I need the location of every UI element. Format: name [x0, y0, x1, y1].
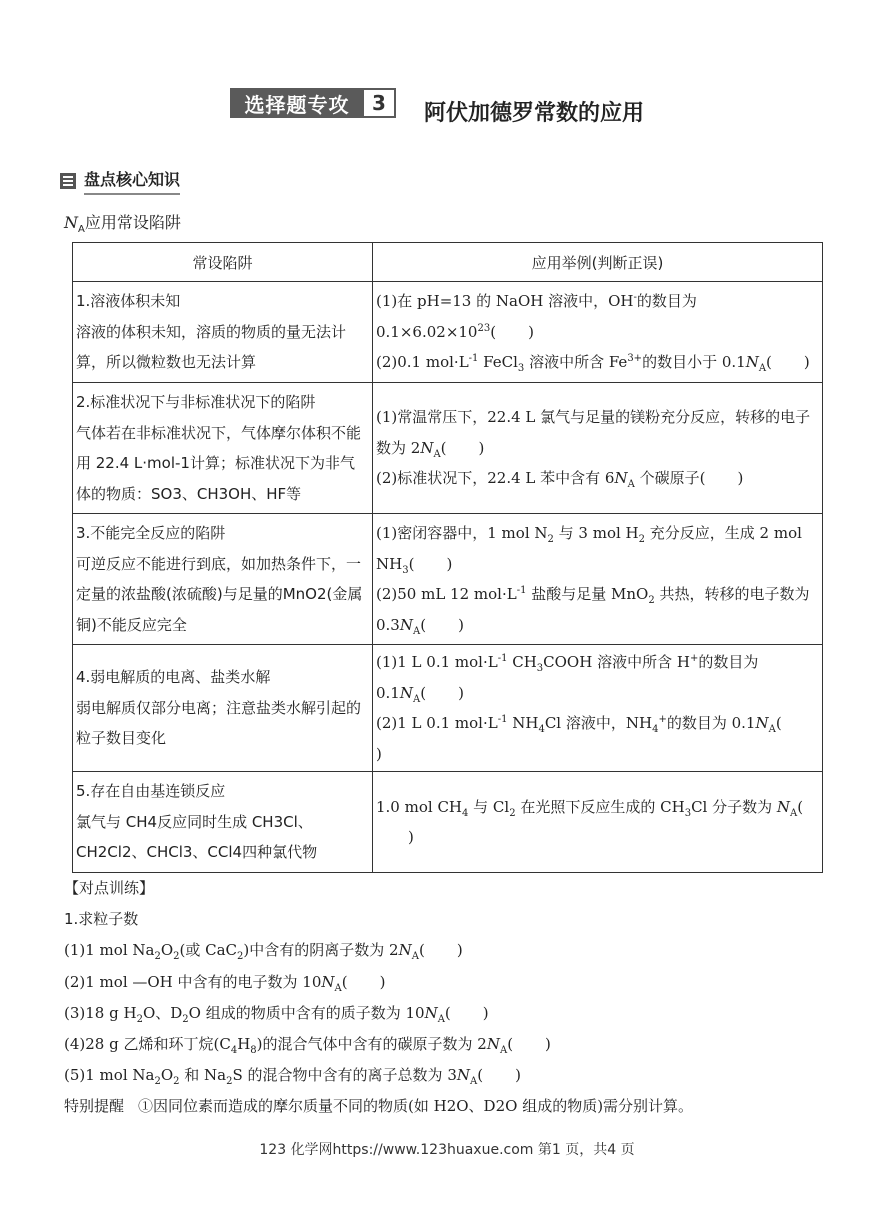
example-line: (1)在 pH=13 的 NaOH 溶液中，OH-的数目为 [376, 292, 697, 311]
special-tip [64, 1091, 693, 1122]
practice-item: (4)28 g 乙烯和环丁烷$(C_4H_8)$的混合气体中含有的碳原子数为 $2N_A$( ) [64, 1035, 551, 1057]
na-symbol: N [64, 213, 78, 232]
example-cell [373, 282, 823, 383]
trap-cell [73, 772, 373, 873]
trap-cell [73, 383, 373, 514]
trap-cell [73, 282, 373, 383]
intro-line [64, 210, 181, 236]
example-line: (2)标准状况下，22.4 L 苯中含有 $6N_A$ 个碳原子( ) [376, 469, 744, 491]
example-line: 1.0 mol $CH_4$ 与 $Cl_2$ 在光照下反应生成的 $CH_3Cl$ 分子数为 $N_A()$ [376, 797, 804, 846]
example-line: (1)常温常压下，22.4 L 氯气与足量的镁粉充分反应，转移的电子数为 $2N_A$( ) [376, 408, 811, 460]
table-header-row [73, 243, 823, 282]
practice-item: (2)1 mol —OH 中含有的电子数为 $10N_A$( ) [64, 972, 386, 994]
example-line: $0.1N_A$( ) [376, 683, 464, 705]
table-header-example: 应用举例(判断正误) [373, 243, 823, 282]
banner-number: 3 [364, 88, 396, 118]
practice-item: (5)1 mol $Na_2O_2$ 和 $Na_2S$ 的混合物中含有的离子总数为 $3N_A$( ) [64, 1066, 521, 1088]
trap-desc: 气体若在非标准状况下，气体摩尔体积不能用 22.4 L·mol-1计算；标准状况下为非气体的物质：SO3、CH3OH、HF等 [76, 423, 362, 503]
practice-item: (3)18 g $H_2O$、$D_2O$ 组成的物质中含有的质子数为 $10N_A$( ) [64, 1003, 489, 1025]
trap-desc: 可逆反应不能进行到底，如加热条件下，一定量的浓盐酸(浓硫酸)与足量的MnO2(金属铜)不能反应完全 [76, 554, 363, 634]
na-subscript: A [78, 224, 85, 236]
example-cell [373, 514, 823, 645]
section-heading-text: 盘点核心知识 [84, 167, 180, 195]
trap-title: 5.存在自由基连锁反应 [76, 782, 226, 801]
trap-title: 1.溶液体积未知 [76, 292, 181, 311]
tip-label: 特别提醒 [64, 1097, 125, 1116]
page-title: 阿伏加德罗常数的应用 [424, 101, 645, 126]
trap-desc: 溶液的体积未知，溶质的物质的量无法计算，所以微粒数也无法计算 [76, 322, 347, 372]
page-footer: 123 化学网https://www.123huaxue.com 第1 页，共4 页 [259, 1142, 635, 1158]
table-row [73, 383, 823, 514]
example-cell [373, 772, 823, 873]
table-row [73, 772, 823, 873]
trap-cell [73, 645, 373, 772]
example-line: (2)1 L 0.1 $mol\cdot L^{-1}$ $NH_4Cl$ 溶液中，$NH_4^+$的数目为 $0.1N_A()$ [376, 714, 782, 763]
table-row [73, 514, 823, 645]
trap-title: 3.不能完全反应的陷阱 [76, 524, 226, 542]
tip-text: ①因同位素而造成的摩尔质量不同的物质(如 H2O、D2O 组成的物质)需分别计算。 [138, 1097, 694, 1116]
example-line: (1)1 L 0.1 $mol\cdot L^{-1}$ $CH_3COOH$ 溶液中所含 H+的数目为 [376, 653, 759, 674]
practice-item: (1)1 mol $Na_2O_2$(或 CaC$_2$)中含有的阴离子数为 $2N_A$( ) [64, 941, 463, 963]
section-heading [60, 167, 180, 195]
traps-table [72, 242, 823, 873]
topic-banner [230, 88, 396, 118]
example-cell [373, 645, 823, 772]
trap-title: 4.弱电解质的电离、盐类水解 [76, 668, 271, 687]
practice-heading: 【对点训练】 [64, 879, 155, 897]
table-row [73, 282, 823, 383]
example-cell [373, 383, 823, 514]
trap-desc: 弱电解质仅部分电离；注意盐类水解引起的粒子数目变化 [76, 698, 362, 748]
trap-desc: 氯气与 CH4反应同时生成 CH3Cl、CH2Cl2、CHCl3、CCl4四种氯代物 [76, 812, 318, 862]
table-row [73, 645, 823, 772]
trap-title: 2.标准状况下与非标准状况下的陷阱 [76, 393, 316, 411]
practice-subheading: 1.求粒子数 [64, 910, 139, 929]
banner-label: 选择题专攻 [230, 88, 364, 118]
table-header-trap: 常设陷阱 [73, 243, 373, 282]
example-line: (2)0.1 $mol\cdot L^{-1}$ FeCl$_3$ 溶液中所含 $Fe^{3+}$的数目小于 $0.1N_A$( ) [376, 353, 810, 375]
example-line: $0.1\times 6.02\times 10^{23}$( ) [376, 322, 534, 341]
document-icon [60, 173, 76, 189]
practice-section [64, 873, 693, 1123]
intro-text: 应用常设陷阱 [84, 213, 181, 232]
example-line: (1)密闭容器中，1 mol $N_2$ 与 3 mol $H_2$ 充分反应，生成 2 mol $NH_3$( ) [376, 524, 802, 576]
example-line: (2)50 mL 12 $mol\cdot L^{-1}$ 盐酸与足量 MnO$_2$ 共热，转移的电子数为 $0.3N_A$( ) [376, 585, 810, 637]
trap-cell [73, 514, 373, 645]
